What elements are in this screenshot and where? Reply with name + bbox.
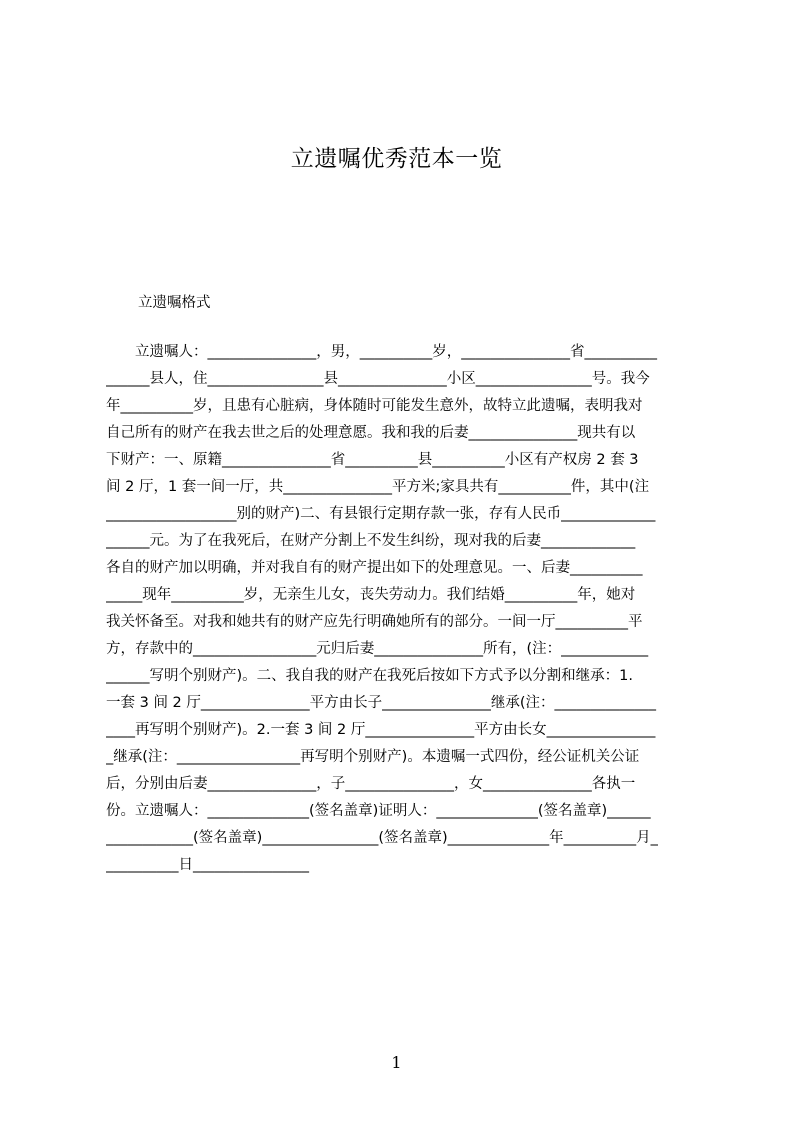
body-line: ______县人，住________________县_______________小区________________号。我今 [106,371,650,387]
body-line: 下财产：一、原籍_______________省__________县__________小区有产权房 2 套 3 [106,452,639,468]
body-line: 份。立遗嘱人：______________(签名盖章)证明人：______________(签名盖章)______ [106,803,651,819]
body-line: ______写明个别财产)。二、我自我的财产在我死后按如下方式予以分割和继承：1. [106,668,633,684]
body-line: __________________别的财产)二、有县银行定期存款一张，存有人民币_____________ [106,506,656,522]
body-line: 方，存款中的_________________元归后妻_______________所有，(注：____________ [106,641,649,657]
body-line: ____________(签名盖章)________________(签名盖章)______________年__________月_ [106,830,658,846]
body-line: 一套 3 间 2 厅_______________平方由长子_______________继承(注：______________ [106,695,657,711]
body-line: ______元。为了在我死后，在财产分割上不发生纠纷，现对我的后妻_____________ [106,533,636,549]
body-line: _继承(注：_________________再写明个别财产)。本遗嘱一式四份，经公证机关公证 [106,749,640,765]
body-line: 自己所有的财产在我去世之后的处理意愿。我和我的后妻_______________现共有以 [106,425,636,441]
body-line: 立遗嘱人：_______________，男，__________岁，_______________省__________ [106,344,657,360]
page-number: 1 [391,1053,402,1072]
section-heading: 立遗嘱格式 [138,295,211,311]
body-line: 我关怀备至。对我和她共有的财产应先行明确她所有的部分。一间一厅__________平 [106,614,643,630]
body-line: ____再写明个别财产)。2.一套 3 间 2 厅_______________平方由长女_______________ [106,722,656,738]
body-line: _____现年__________岁，无亲生儿女，丧失劳动力。我们结婚__________年，她对 [106,587,636,603]
body-line: 各自的财产加以明确，并对我自有的财产提出如下的处理意见。一、后妻__________ [106,560,643,576]
body-line: 间 2 厅，1 套一间一厅，共_______________平方米;家具共有__________件，其中(注 [106,479,650,495]
body-line: 年__________岁，且患有心脏病，身体随时可能发生意外，故特立此遗嘱，表明我对 [106,398,643,414]
body-line: 后，分别由后妻_______________，子_______________，女_______________各执一 [106,776,636,792]
document-title: 立遗嘱优秀范本一览 [290,146,503,172]
body-line: __________日________________ [106,857,309,873]
